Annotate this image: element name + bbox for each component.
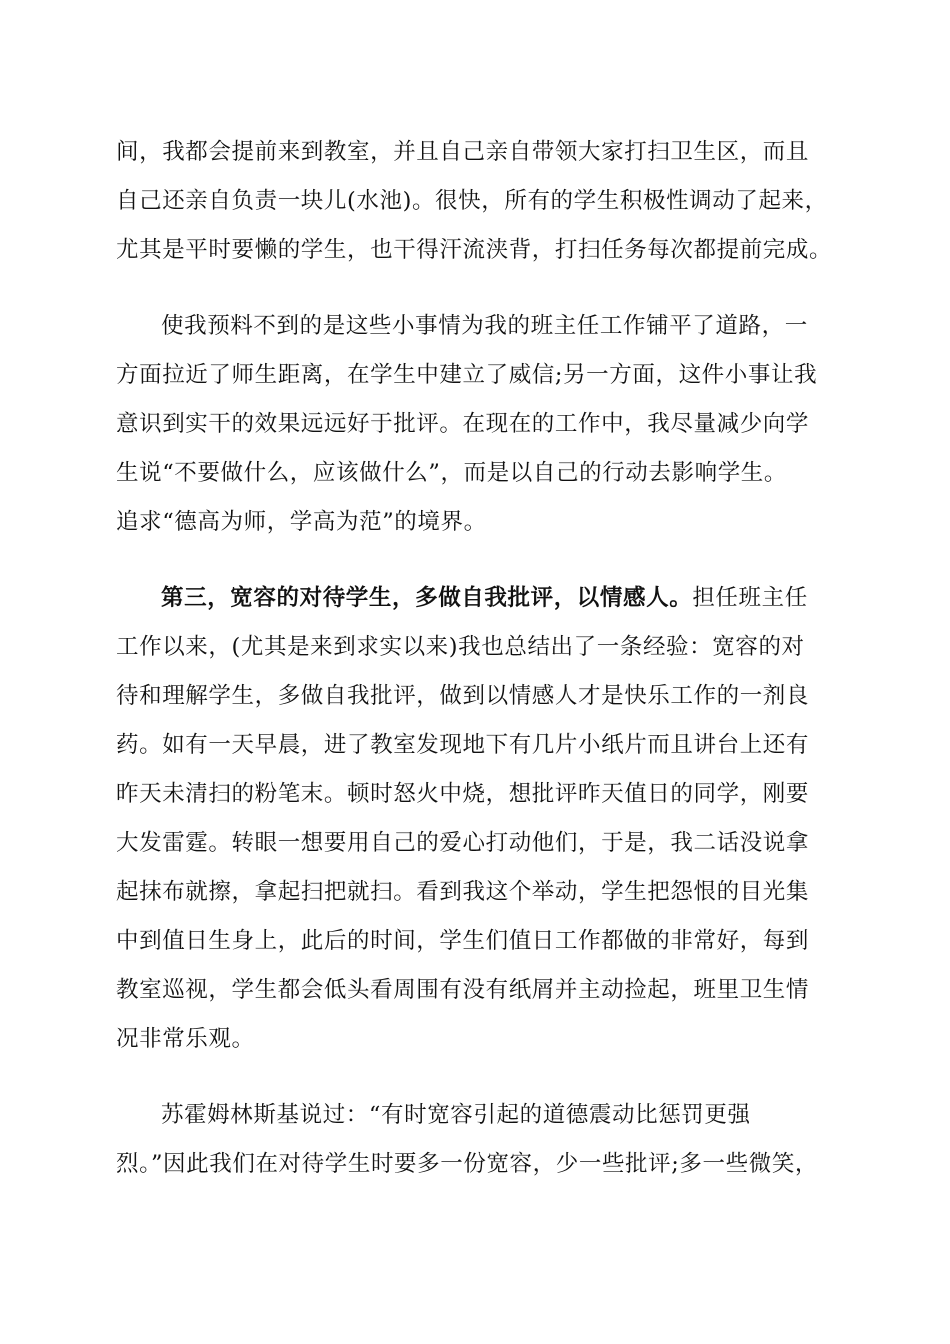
paragraph-1-line-3: 尤其是平时要懒的学生，也干得汗流浃背，打扫任务每次都提前完成。	[116, 237, 833, 263]
paragraph-2-line-3: 意识到实干的效果远远好于批评。在现在的工作中，我尽量减少向学	[116, 411, 810, 437]
paragraph-2-line-2: 方面拉近了师生距离，在学生中建立了威信;另一方面，这件小事让我	[116, 362, 818, 388]
paragraph-3-line-10: 况非常乐观。	[116, 1026, 255, 1052]
paragraph-1-line-2: 自己还亲自负责一块儿(水池)。很快，所有的学生积极性调动了起来，	[116, 188, 828, 214]
paragraph-3-line-7: 起抹布就擦，拿起扫把就扫。看到我这个举动，学生把怨恨的目光集	[116, 879, 810, 905]
paragraph-2-line-5: 追求“德高为师，学高为范”的境界。	[116, 509, 487, 535]
paragraph-3-line-9: 教室巡视，学生都会低头看周围有没有纸屑并主动捡起，班里卫生情	[116, 977, 810, 1003]
paragraph-2-line-1: 使我预料不到的是这些小事情为我的班主任工作铺平了道路，一	[161, 313, 808, 339]
paragraph-4-line-1: 苏霍姆林斯基说过：“有时宽容引起的道德震动比惩罚更强	[161, 1102, 751, 1128]
section-heading-bold: 第三，宽容的对待学生，多做自我批评，以情感人。	[161, 585, 693, 611]
paragraph-3-line-6: 大发雷霆。转眼一想要用自己的爱心打动他们，于是，我二话没说拿	[116, 830, 810, 856]
paragraph-2-line-4: 生说“不要做什么，应该做什么”，而是以自己的行动去影响学生。	[116, 460, 788, 486]
paragraph-3-line-8: 中到值日生身上，此后的时间，学生们值日工作都做的非常好，每到	[116, 928, 810, 954]
paragraph-3-line-1	[161, 583, 808, 613]
paragraph-3-line-3: 待和理解学生，多做自我批评，做到以情感人才是快乐工作的一剂良	[116, 683, 810, 709]
paragraph-3-line-4: 药。如有一天早晨，进了教室发现地下有几片小纸片而且讲台上还有	[116, 732, 810, 758]
paragraph-3-line-5: 昨天未清扫的粉笔末。顿时怒火中烧，想批评昨天值日的同学，刚要	[116, 781, 810, 807]
paragraph-3-line-2: 工作以来，(尤其是来到求实以来)我也总结出了一条经验：宽容的对	[116, 634, 805, 660]
paragraph-3-line-1-rest: 担任班主任	[692, 585, 808, 611]
paragraph-1-line-1: 间，我都会提前来到教室，并且自己亲自带领大家打扫卫生区，而且	[116, 139, 810, 165]
paragraph-4-line-2: 烈。”因此我们在对待学生时要多一份宽容，少一些批评;多一些微笑，	[116, 1151, 819, 1177]
